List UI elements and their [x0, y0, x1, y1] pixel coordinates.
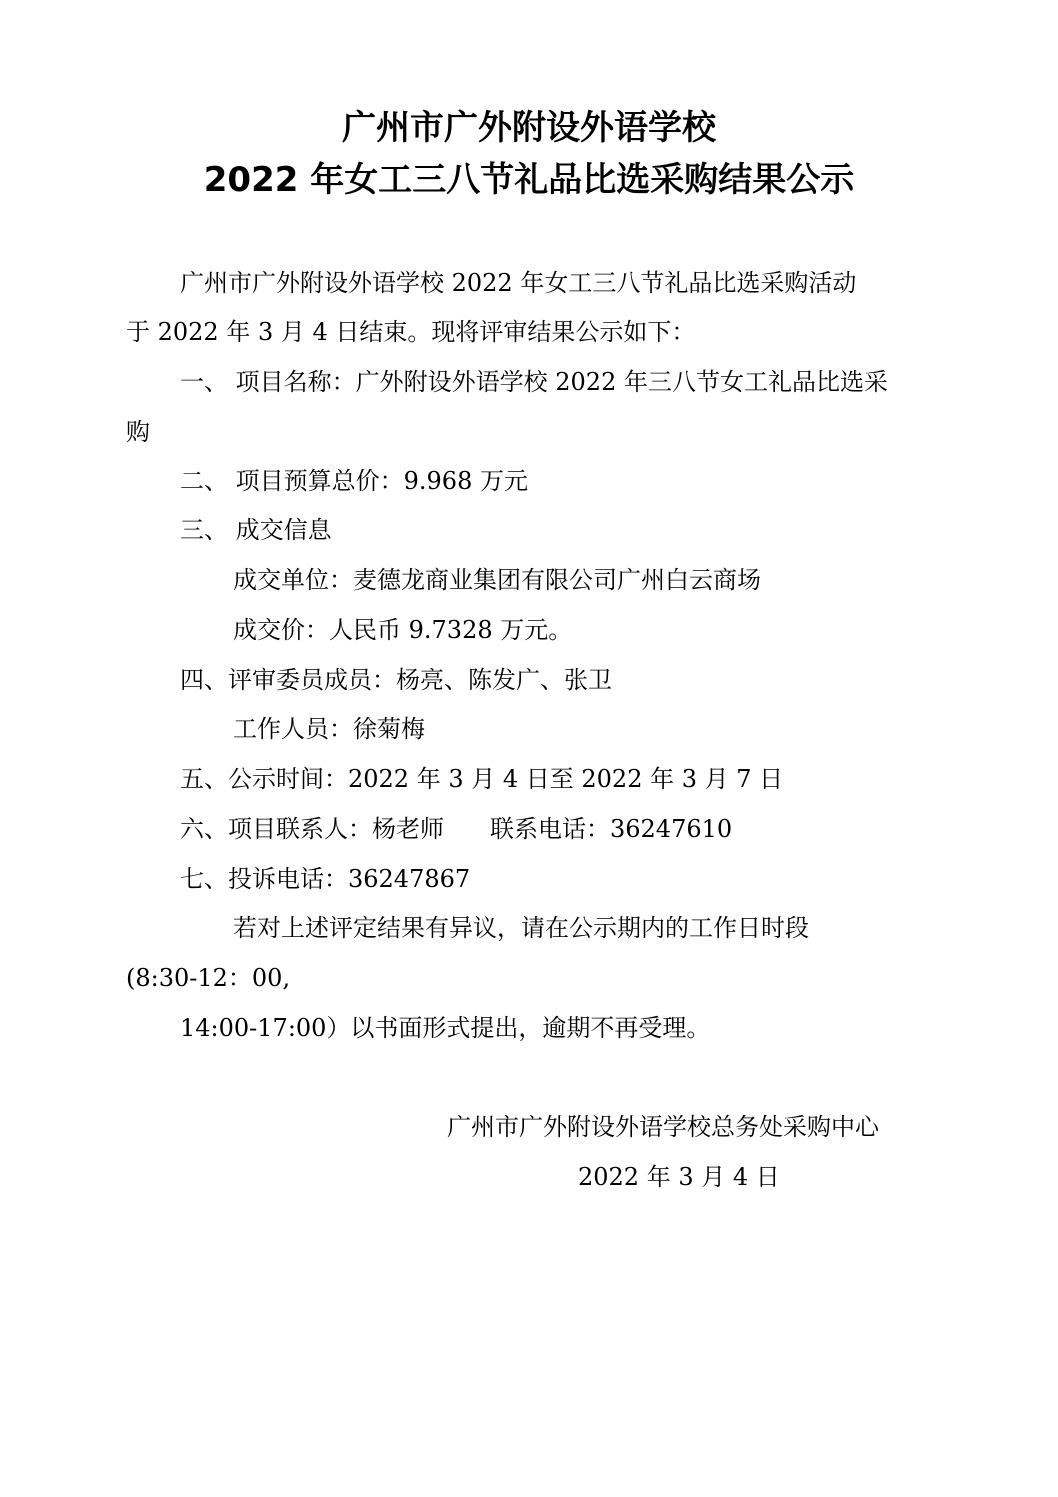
item-review-committee: 四、评审委员成员：杨亮、陈发广、张卫 — [180, 666, 612, 694]
document-title-line-1: 广州市广外附设外语学校 — [342, 108, 716, 148]
item-publicity-period: 五、公示时间：2022 年 3 月 4 日至 2022 年 3 月 7 日 — [180, 765, 784, 793]
signature-date: 2022 年 3 月 4 日 — [578, 1163, 780, 1191]
notice-line-2: (8:30-12：00, — [126, 964, 291, 992]
intro-paragraph-line-2: 于 2022 年 3 月 4 日结束。现将评审结果公示如下： — [126, 318, 696, 346]
item-complaint-phone: 七、投诉电话：36247867 — [180, 865, 471, 893]
item-contact-phone: 联系电话：36247610 — [490, 815, 733, 843]
deal-price: 成交价：人民币 9.7328 万元。 — [233, 616, 573, 644]
deal-unit: 成交单位：麦德龙商业集团有限公司广州白云商场 — [233, 566, 761, 594]
item-project-name-line-1: 一、 项目名称：广外附设外语学校 2022 年三八节女工礼品比选采 — [180, 368, 888, 396]
item-budget: 二、 项目预算总价：9.968 万元 — [180, 467, 528, 495]
item-deal-info-heading: 三、 成交信息 — [180, 516, 332, 544]
intro-paragraph-line-1: 广州市广外附设外语学校 2022 年女工三八节礼品比选采购活动 — [180, 269, 857, 297]
notice-line-1: 若对上述评定结果有异议，请在公示期内的工作日时段 — [233, 914, 809, 942]
signature-organization: 广州市广外附设外语学校总务处采购中心 — [447, 1113, 879, 1141]
document-title-line-2: 2022 年女工三八节礼品比选采购结果公示 — [203, 160, 855, 200]
item-project-name-line-2: 购 — [126, 418, 150, 446]
item-project-contact: 六、项目联系人：杨老师 — [180, 815, 444, 843]
staff-member: 工作人员：徐菊梅 — [233, 715, 425, 743]
notice-line-3: 14:00-17:00）以书面形式提出，逾期不再受理。 — [180, 1014, 711, 1042]
